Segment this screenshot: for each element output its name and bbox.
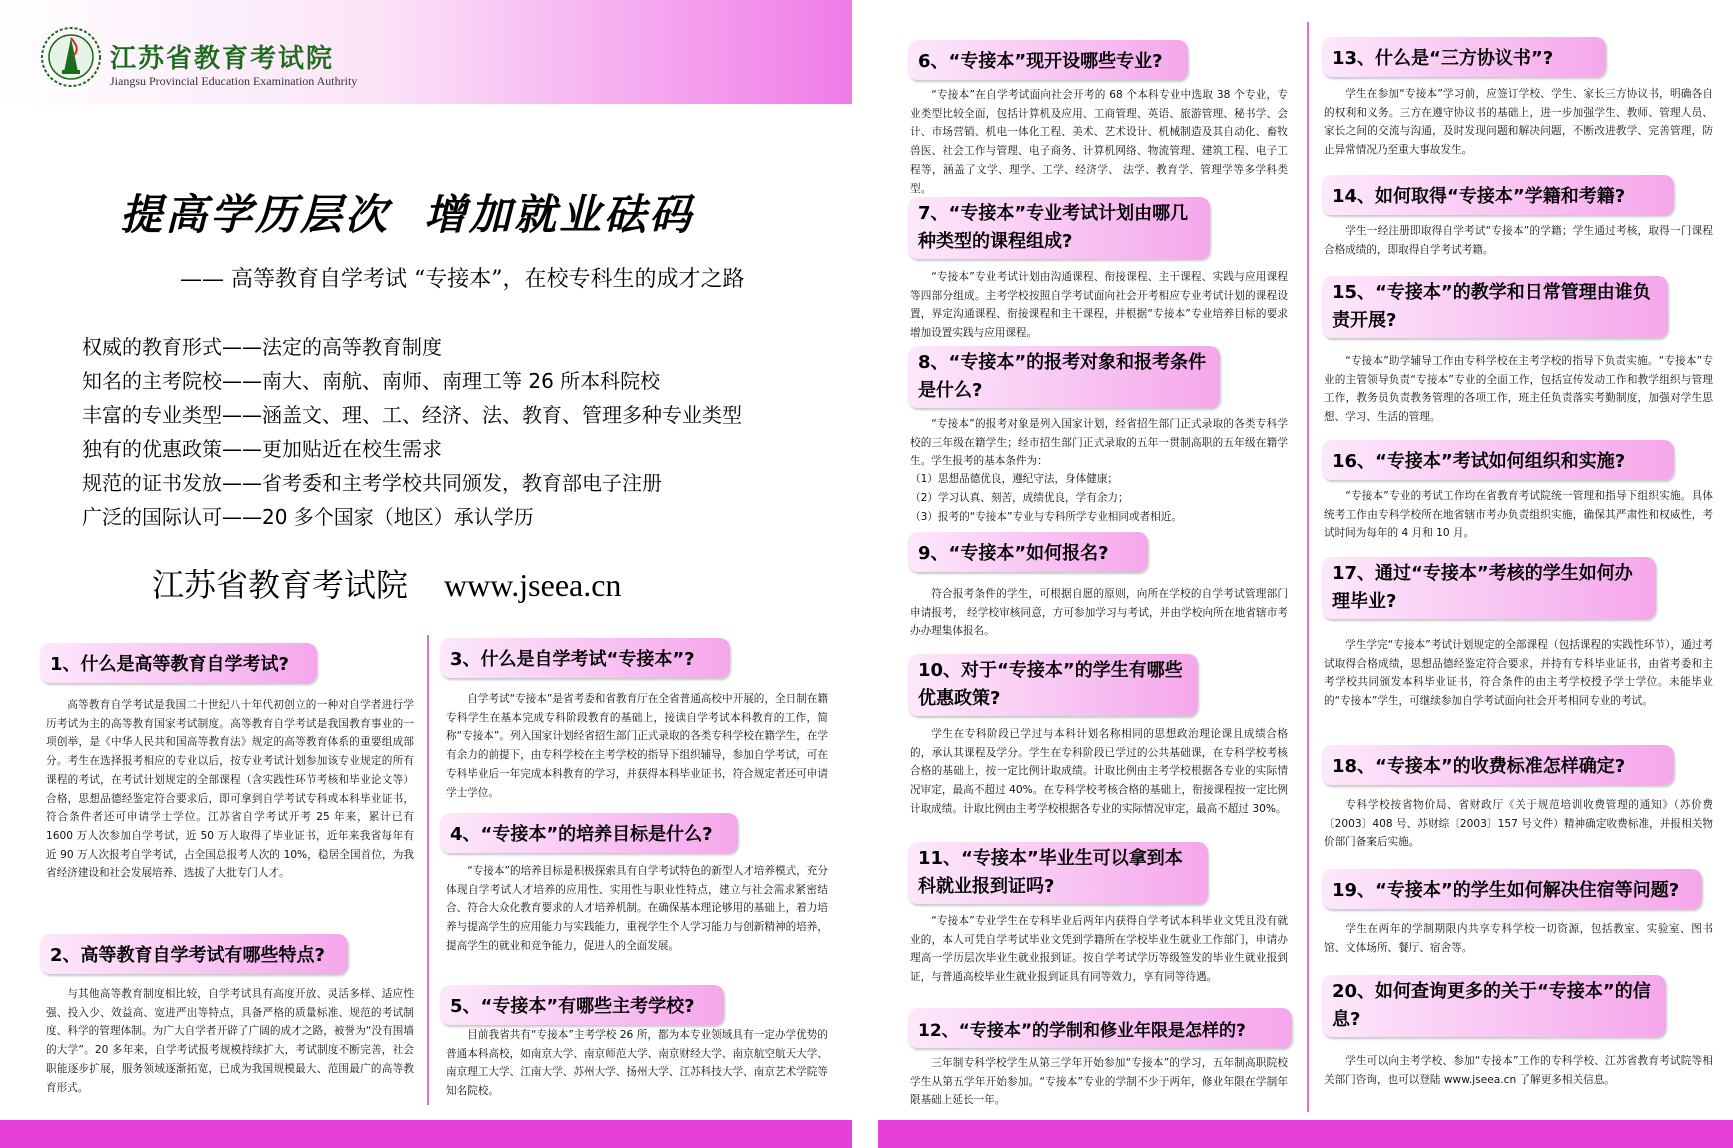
faq-answer-12: 三年制专科学校学生从第三学年开始参加“专接本”的学习，五年制高职院校学生从第五学年开始参加。“专接本”专业的学制不少于两年，修业年限在学制年限基础上延长一年。 [910, 1057, 1288, 1107]
faq-question-17: 17、通过“专接本”考核的学生如何办理毕业? [1322, 557, 1656, 619]
faq-answer-7: “专接本”专业考试计划由沟通课程、衔接课程、主干课程、实践与应用课程等四部分组成。主考学校按照自学考试面向社会开考相应专业考试计划的课程设置，界定沟通课程、衔接课程和主干课程，并根据“专接本”专业培养目标的要求增加设置实践与应用课程。 [910, 271, 1288, 340]
faq-answer-17: 学生学完“专接本”考试计划规定的全部课程（包括课程的实践性环节），通过考试取得合格成绩，思想品德经鉴定符合要求，并持有专科毕业证书，由省考委和主考学校共同颁发本科毕业证书，符合条件的由主考学校授予学士学位。未能毕业的“专接本”学生，可继续参加自学考试面向社会开考相同专业的考试。 [1324, 639, 1713, 708]
faq-question-12: 12、“专接本”的学制和修业年限是怎样的? [908, 1008, 1292, 1048]
feature-item: 广泛的国际认可——20 多个国家（地区）承认学历 [82, 505, 534, 529]
faq-question-5: 5、“专接本”有哪些主考学校? [440, 985, 724, 1025]
faq-answer-3: 自学考试“专接本”是省考委和省教育厅在全省普通高校中开展的，全日制在籍专科学生在基本完成专科阶段教育的基础上，接读自学考试本科教育的工作，简称“专接本”。列入国家计划经省招生部门正式录取的各类专科学校在籍学生，在学有余力的前提下，由专科学校在主考学校的指导下组织辅导，参加自学考试，可在专科毕业后一年完成本科教育的学习，并获得本科毕业证书，符合规定者还可申请学士学位。 [446, 693, 828, 799]
faq-answer-10: 学生在专科阶段已学过与本科计划名称相同的思想政治理论课且成绩合格的，承认其课程及学分。学生在专科阶段已学过的公共基础课，在专科学校考核合格的基础上，按一定比例计取成绩。计取比例由主考学校根据各专业的实际情况审定，最高不超过 40%。在专科学校考核合格的基础上，衔接课程按一定比例计取成绩。计取比例由主考学校根据各专业的实际情况审定，最高不超过 30%。 [910, 728, 1288, 815]
org-footer-name: 江苏省教育考试院 [152, 566, 409, 604]
faq-answer-8: “专接本”的报考对象是列入国家计划，经省招生部门正式录取的各类专科学校的三年级在籍学生；经市招生部门正式录取的五年一贯制高职的五年级在籍学生。学生报考的基本条件为： [910, 418, 1288, 468]
faq-question-10: 10、对于“专接本”的学生有哪些优惠政策? [908, 654, 1198, 716]
faq-question-18: 18、“专接本”的收费标准怎样确定? [1322, 745, 1674, 785]
faq-answer-4: “专接本”的培养目标是积极探索具有自学考试特色的新型人才培养模式，充分体现自学考试人才培养的应用性、实用性与职业性特点，建立与社会需求紧密结合、符合大众化教育要求的人才培养机制。在确保基本理论够用的基础上，着力培养与提高学生的应用能力与实践能力，重视学生个人学习能力与创新精神的培养，提高学生的就业和竞争能力，促进人的全面发展。 [446, 865, 828, 952]
faq-question-15: 15、“专接本”的教学和日常管理由谁负责开展? [1322, 276, 1668, 338]
faq-question-11: 11、“专接本”毕业生可以拿到本科就业报到证吗? [908, 842, 1208, 904]
bottom-bar-right [878, 1120, 1733, 1148]
faq-answer-1: 高等教育自学考试是我国二十世纪八十年代初创立的一种对自学者进行学历考试为主的高等教育国家考试制度。高等教育自学考试是我国教育事业的一项创举，是《中华人民共和国高等教育法》规定的高等教育体系的重要组成部分。考生在选择报考相应的专业以后，按专业考试计划参加该专业规定的所有课程的考试，在考试计划规定的全部课程（含实践性环节考核和毕业论文等）合格，思想品德经鉴定符合要求后，即可拿到自学考试专科或本科毕业证书，符合条件者还可申请学士学位。江苏省自学考试开考 25 年来，累计已有 1600 万人次参加自学考试，近 50 万人取得了毕业证书，近年来我省每年有近 90 万人次报考自学考试，占全国总报考人次的 10%，稳居全国首位，为我省经济建设和社会发展培养、选拔了大批专门人才。 [46, 699, 414, 880]
org-name-cn: 江苏省教育考试院 [110, 44, 335, 74]
faq-answer-2: 与其他高等教育制度相比较，自学考试具有高度开放、灵活多样、适应性强、投入少、效益高、宽进严出等特点，具备严格的质量标准、规范的考试制度、科学的管理体制。为广大自学者开辟了广阔的成才之路，被誉为“没有围墙的大学”。20 多年来，自学考试报考规模持续扩大，考试制度不断完善，社会职能逐步扩展，服务领域逐渐拓宽，已成为我国规模最大、范围最广的高等教育形式。 [46, 988, 414, 1094]
org-footer-line [152, 560, 621, 606]
faq-answer-14: 学生一经注册即取得自学考试“专接本”的学籍；学生通过考核，取得一门课程合格成绩的，即取得自学考试考籍。 [1324, 225, 1713, 256]
faq-answer-9: 符合报考条件的学生，可根据自愿的原则，向所在学校的自学考试管理部门申请报考， 经学校审核同意，方可参加学习与考试，并由学校向所在地省辖市考办办理集体报名。 [910, 588, 1288, 638]
main-title [120, 182, 694, 242]
faq-question-2: 2、高等教育自学考试有哪些特点? [40, 934, 348, 974]
bottom-bar-left [0, 1120, 852, 1148]
faq-answer-11: “专接本”专业学生在专科毕业后两年内获得自学考试本科毕业文凭且没有就业的，本人可凭自学考试毕业文凭到学籍所在学校毕业生就业工作部门，申请办理高一学历层次毕业生就业报到证。按自学考试学历等级签发的毕业生就业报到证，与普通高校毕业生就业报到证具有同等效力，享有同等待遇。 [910, 915, 1288, 984]
column-divider [1307, 22, 1309, 1112]
feature-item: 丰富的专业类型——涵盖文、理、工、经济、法、教育、管理多种专业类型 [82, 403, 742, 427]
faq-answer-20: 学生可以向主考学校、参加“专接本”工作的专科学校、江苏省教育考试院等相关部门咨询，也可以登陆 www.jseea.cn 了解更多相关信息。 [1324, 1055, 1713, 1086]
faq-question-7: 7、“专接本”专业考试计划由哪几种类型的课程组成? [908, 197, 1210, 259]
right-page [878, 0, 1733, 1148]
faq-answer-16: “专接本”专业的考试工作均在省教育考试院统一管理和指导下组织实施。具体统考工作由专科学校所在地省辖市考办负责组织实施，确保其严肃性和权威性，考试时间为每年的 4 月和 10 月。 [1324, 490, 1713, 540]
main-title-part2: 增加就业砝码 [424, 190, 695, 239]
faq-question-20: 20、如何查询更多的关于“专接本”的信息? [1322, 975, 1666, 1037]
faq-question-1: 1、什么是高等教育自学考试? [40, 643, 317, 683]
feature-item: 知名的主考院校——南大、南航、南师、南理工等 26 所本科院校 [82, 369, 661, 393]
feature-item: 独有的优惠政策——更加贴近在校生需求 [82, 437, 442, 461]
column-divider [427, 635, 429, 1105]
faq-question-14: 14、如何取得“专接本”学籍和考籍? [1322, 175, 1674, 215]
faq-answer-15: “专接本”助学辅导工作由专科学校在主考学校的指导下负责实施。“专接本”专业的主管领导负责“专接本”专业的全面工作，包括宣传发动工作和教学组织与管理工作，教务员负责教务管理的各项工作，班主任负责落实考勤制度，加强对学生思想、学习、生活的管理。 [1324, 355, 1713, 424]
feature-item: 权威的教育形式——法定的高等教育制度 [82, 335, 442, 359]
subtitle: —— 高等教育自学考试 “专接本”，在校专科生的成才之路 [180, 267, 745, 292]
faq-answer-8-item: （3）报考的“专接本”专业与专科所学专业相同或者相近。 [910, 511, 1182, 523]
faq-answer-8-item: （1）思想品德优良，遵纪守法，身体健康； [910, 473, 1119, 485]
feature-list [82, 330, 742, 534]
faq-answer-5: 目前我省共有“专接本”主考学校 26 所，都为本专业领域具有一定办学优势的普通本科高校，如南京大学、南京师范大学、南京财经大学、南京航空航天大学、南京理工大学、江南大学、苏州大学、扬州大学、江苏科技大学、南京艺术学院等知名院校。 [446, 1029, 828, 1098]
faq-question-3: 3、什么是自学考试“专接本”? [440, 638, 730, 678]
faq-question-8: 8、“专接本”的报考对象和报考条件是什么? [908, 346, 1220, 408]
faq-question-16: 16、“专接本”考试如何组织和实施? [1322, 440, 1674, 480]
faq-question-9: 9、“专接本”如何报名? [908, 532, 1148, 572]
faq-answer-13: 学生在参加“专接本”学习前，应签订学校、学生、家长三方协议书，明确各自的权利和义务。三方在遵守协议书的基础上，进一步加强学生、教师、管理人员、家长之间的交流与沟通，及时发现问题和解决问题，不断改进教学、完善管理，防止异常情况乃至重大事故发生。 [1324, 88, 1713, 157]
faq-question-4: 4、“专接本”的培养目标是什么? [440, 813, 738, 853]
faq-question-13: 13、什么是“三方协议书”? [1322, 37, 1606, 77]
faq-question-6: 6、“专接本”现开设哪些专业? [908, 40, 1188, 80]
faq-answer-6: “专接本”在自学考试面向社会开考的 68 个本科专业中选取 38 个专业，专业类型比较全面，包括计算机及应用、工商管理、英语、旅游管理、秘书学、会计、市场营销、机电一体化工程、美术、艺术设计、机械制造及其自动化、畜牧兽医、社会工作与管理、电子商务、计算机网络、物流管理、建筑工程、电子工程等，涵盖了文学、理学、工学、经济学、 法学、教育学、管理学等多学科类型。 [910, 89, 1288, 195]
faq-answer-19: 学生在两年的学制期限内共享专科学校一切资源，包括教室、实验室、图书馆、文体场所、餐厅、宿舍等。 [1324, 923, 1713, 954]
faq-answer-18: 专科学校按省物价局、省财政厅《关于规范培训收费管理的通知》（苏价费〔2003〕408 号、苏财综〔2003〕157 号文件）精神确定收费标准，并报相关物价部门备案后实施。 [1324, 799, 1713, 849]
feature-item: 规范的证书发放——省考委和主考学校共同颁发，教育部电子注册 [82, 471, 662, 495]
main-title-part1: 提高学历层次 [120, 190, 391, 239]
exam-authority-logo-icon [40, 26, 102, 88]
org-name-en: Jiangsu Provincial Education Examination Authrity [110, 74, 358, 88]
website-url: www.jseea.cn [444, 567, 622, 603]
left-page [0, 0, 852, 1148]
page-gutter [852, 0, 878, 1148]
faq-answer-8-item: （2）学习认真、刻苦，成绩优良，学有余力； [910, 492, 1129, 504]
faq-question-19: 19、“专接本”的学生如何解决住宿等问题? [1322, 869, 1702, 909]
